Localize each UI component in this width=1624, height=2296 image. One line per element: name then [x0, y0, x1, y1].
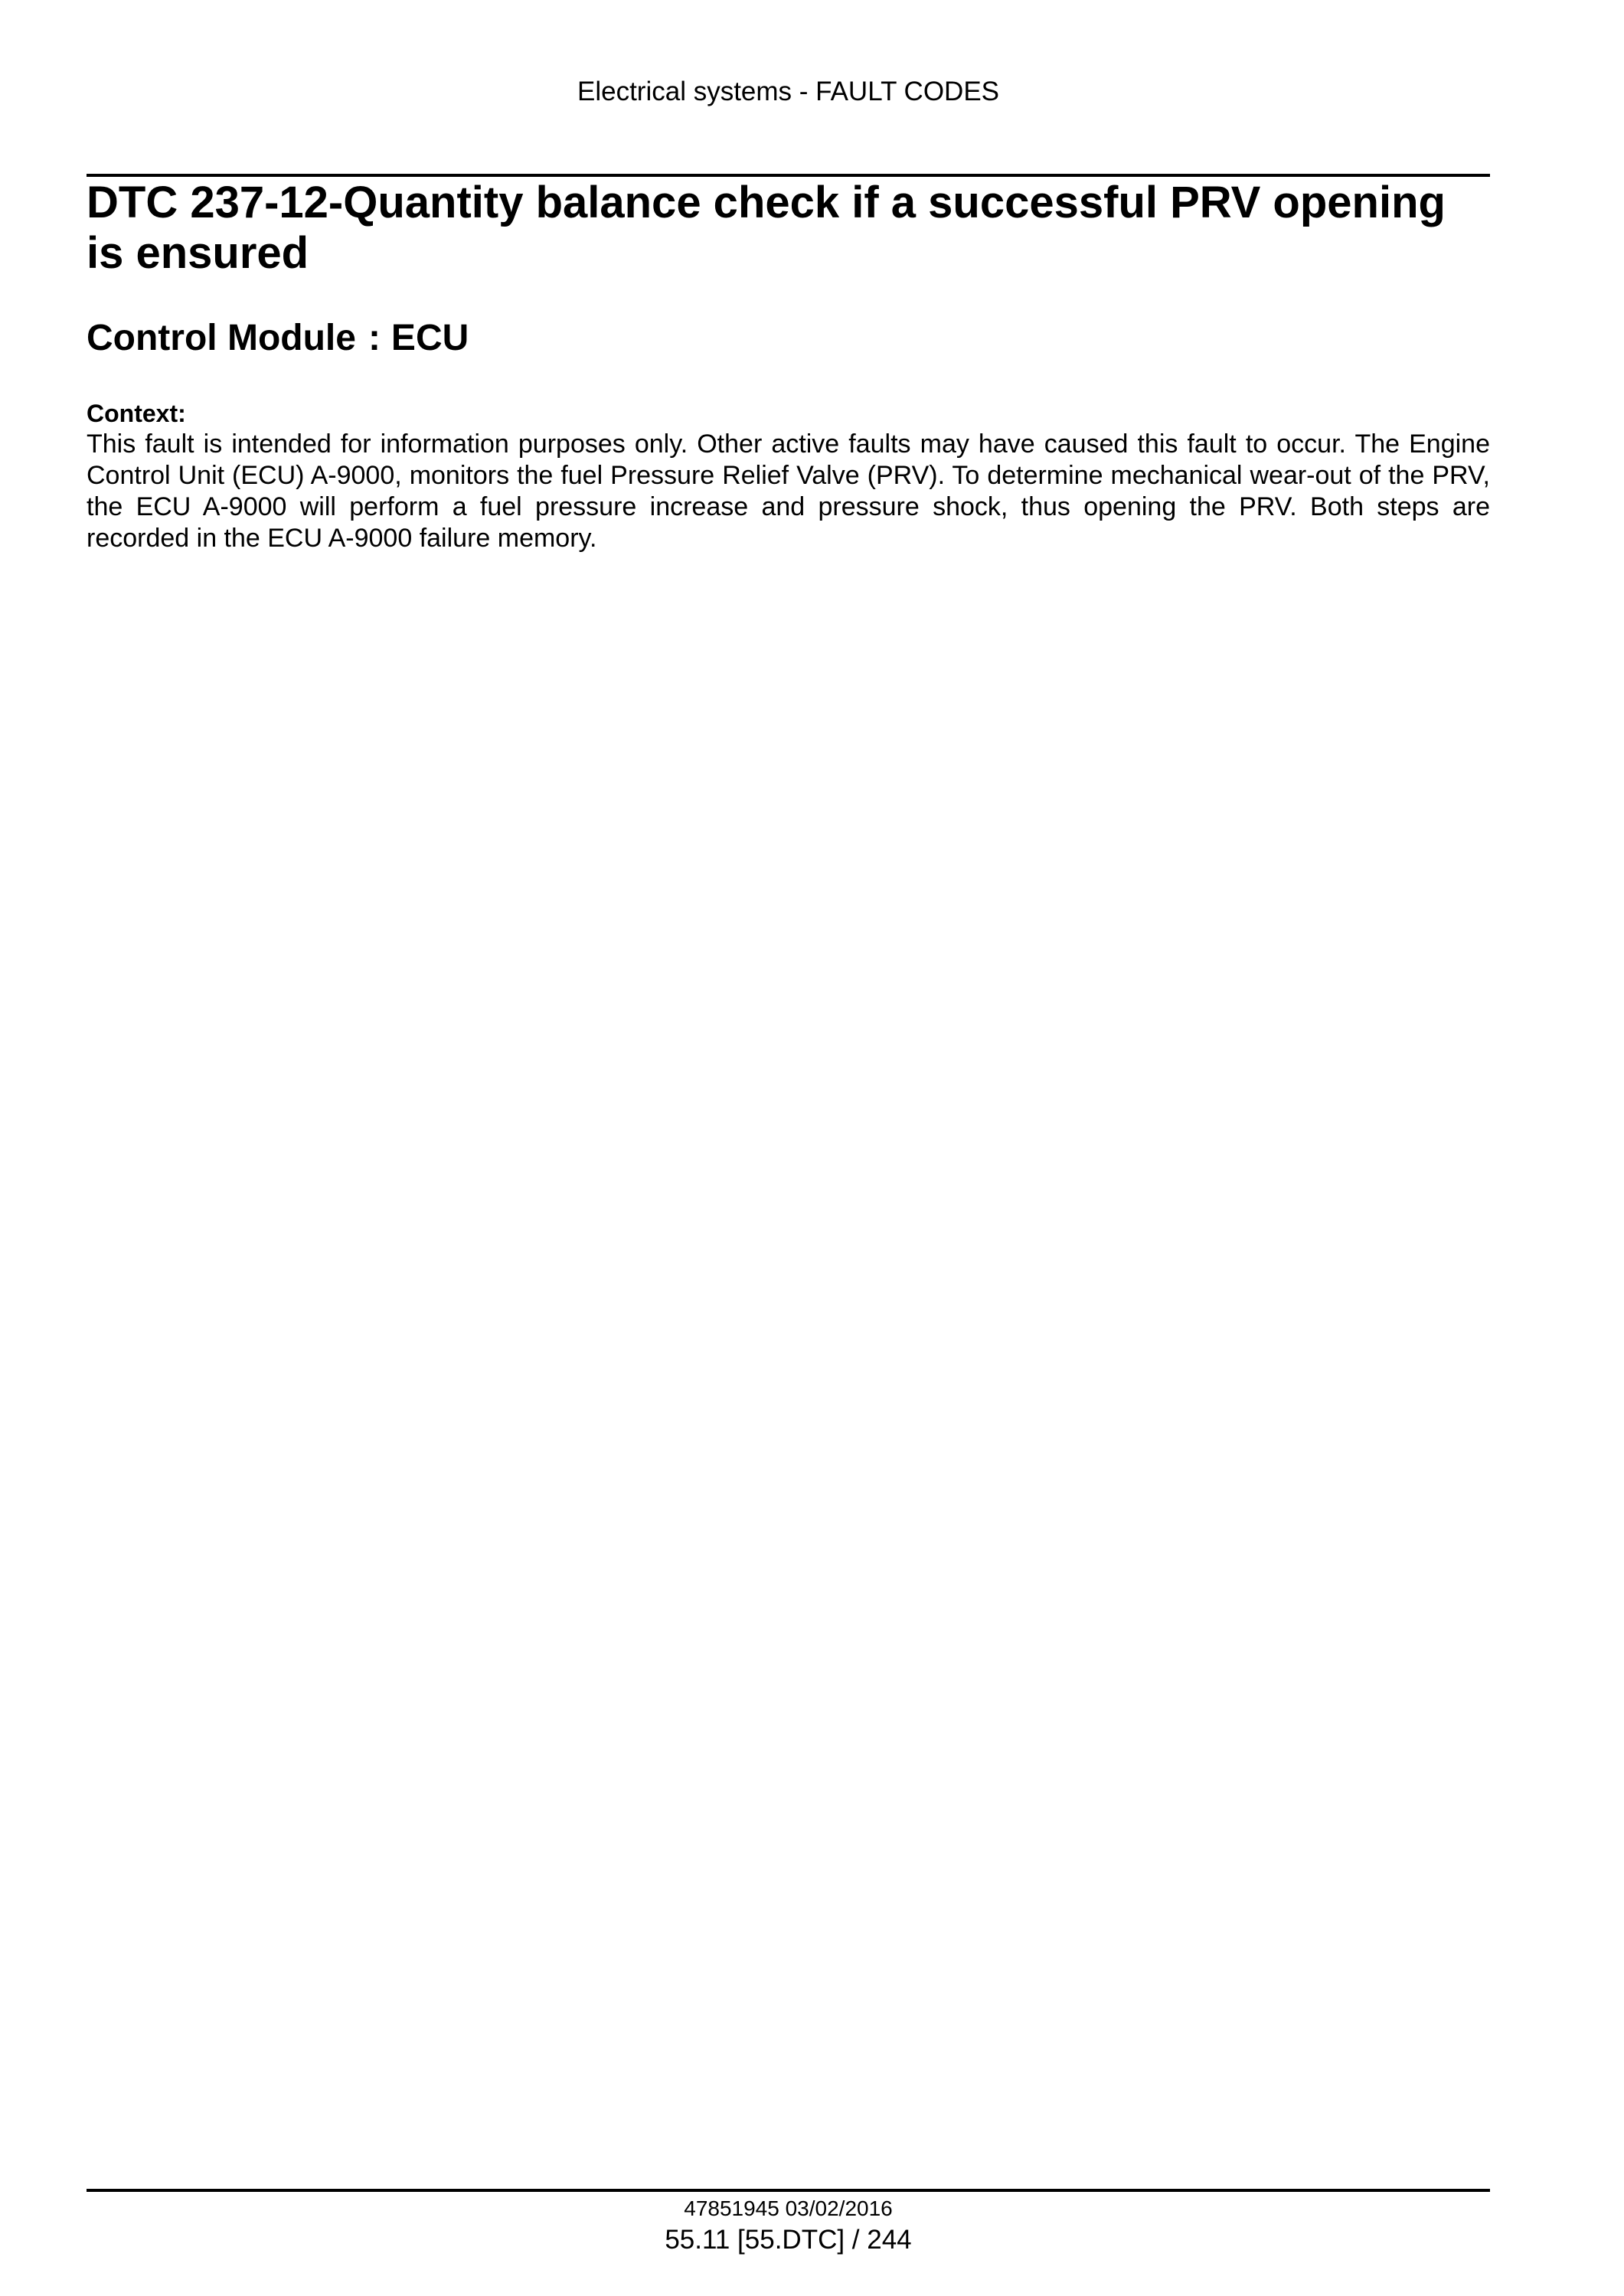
- control-module-separator: :: [368, 318, 381, 358]
- header-divider: [87, 174, 1490, 177]
- context-label: Context:: [87, 400, 186, 427]
- page-content: [87, 178, 1490, 554]
- control-module-value: ECU: [390, 318, 469, 358]
- page-title: DTC 237-12-Quantity balance check if a successful PRV opening is ensured: [87, 178, 1446, 278]
- running-header: Electrical systems - FAULT CODES: [577, 77, 1000, 106]
- control-module-label: Control Module: [87, 318, 356, 358]
- footer-doc-number: 47851945 03/02/2016: [684, 2196, 893, 2220]
- context-paragraph: This fault is intended for information purposes only. Other active faults may have caused this fault to occur. The Engine Control Unit (ECU) A-9000, monitors the fuel Pressure Relief Valve (PRV). To determine mechanical wear-out of the PRV, the ECU A-9000 will perform a fuel pressure increase and pressure shock, thus opening the PRV. Both steps are recorded in the ECU A-9000 failure memory.: [87, 429, 1490, 553]
- control-module-heading: [87, 317, 1490, 360]
- footer-page-reference: 55.11 [55.DTC] / 244: [665, 2225, 912, 2255]
- footer-divider: [87, 2189, 1490, 2192]
